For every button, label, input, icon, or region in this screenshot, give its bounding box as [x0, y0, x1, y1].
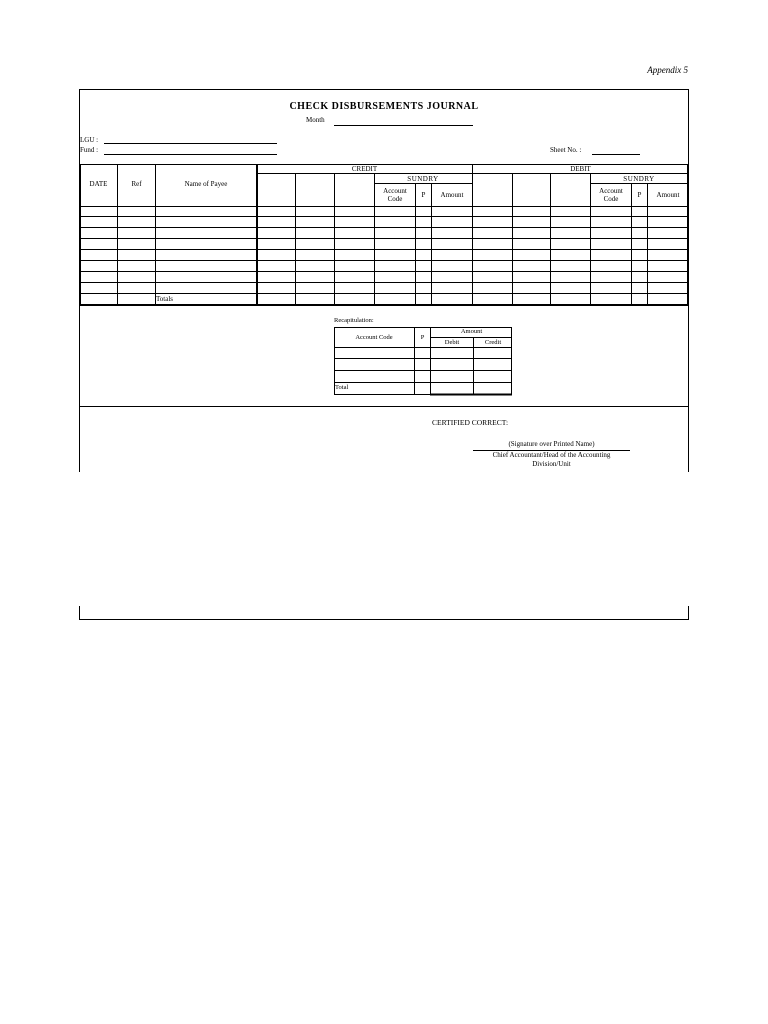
journal-table: [80, 164, 688, 305]
position-line-2: Division/Unit: [532, 460, 571, 468]
lgu-line: [104, 143, 277, 144]
credit-amount-header: Amount: [440, 191, 464, 199]
sheet-line: [592, 154, 640, 155]
recap-p-header: P: [420, 334, 425, 341]
recap-account-code-header: Account Code: [355, 334, 393, 341]
section-divider-2: [80, 406, 688, 407]
sheet-label: Sheet No. :: [550, 146, 582, 154]
recap-debit-header: Debit: [444, 339, 460, 346]
debit-header: DEBIT: [570, 165, 591, 173]
fund-label: Fund :: [80, 146, 99, 154]
section-divider-1: [80, 305, 688, 306]
credit-account-code-header: Account Code: [383, 187, 407, 203]
recap-total-label: Total: [335, 384, 349, 391]
col-payee-header: Name of Payee: [184, 180, 228, 188]
col-date-header: DATE: [89, 180, 108, 188]
recap-table: [334, 327, 514, 402]
recap-credit-header: Credit: [484, 339, 502, 346]
credit-p-header: P: [421, 191, 426, 199]
debit-sundry-header: SUNDRY: [623, 175, 655, 183]
appendix-label: Appendix 5: [647, 65, 688, 75]
debit-account-code-header: Account Code: [599, 187, 623, 203]
signature-caption: (Signature over Printed Name): [508, 440, 595, 448]
month-label: Month: [306, 116, 325, 124]
certified-correct: CERTIFIED CORRECT:: [432, 418, 509, 427]
credit-header: CREDIT: [351, 165, 378, 173]
position-line-1: Chief Accountant/Head of the Accounting: [492, 451, 611, 459]
journal-title: CHECK DISBURSEMENTS JOURNAL: [289, 101, 479, 112]
recap-amount-header: Amount: [460, 328, 483, 335]
blank-area: [78, 472, 690, 606]
month-line: [334, 125, 473, 126]
credit-sundry-header: SUNDRY: [407, 175, 439, 183]
totals-label: Totals: [156, 295, 174, 303]
debit-p-header: P: [637, 191, 642, 199]
fund-line: [104, 154, 277, 155]
debit-amount-header: Amount: [656, 191, 680, 199]
col-ref-header: Ref: [131, 180, 142, 188]
recap-title: Recapitulation:: [334, 317, 374, 324]
lgu-label: LGU :: [80, 136, 99, 144]
